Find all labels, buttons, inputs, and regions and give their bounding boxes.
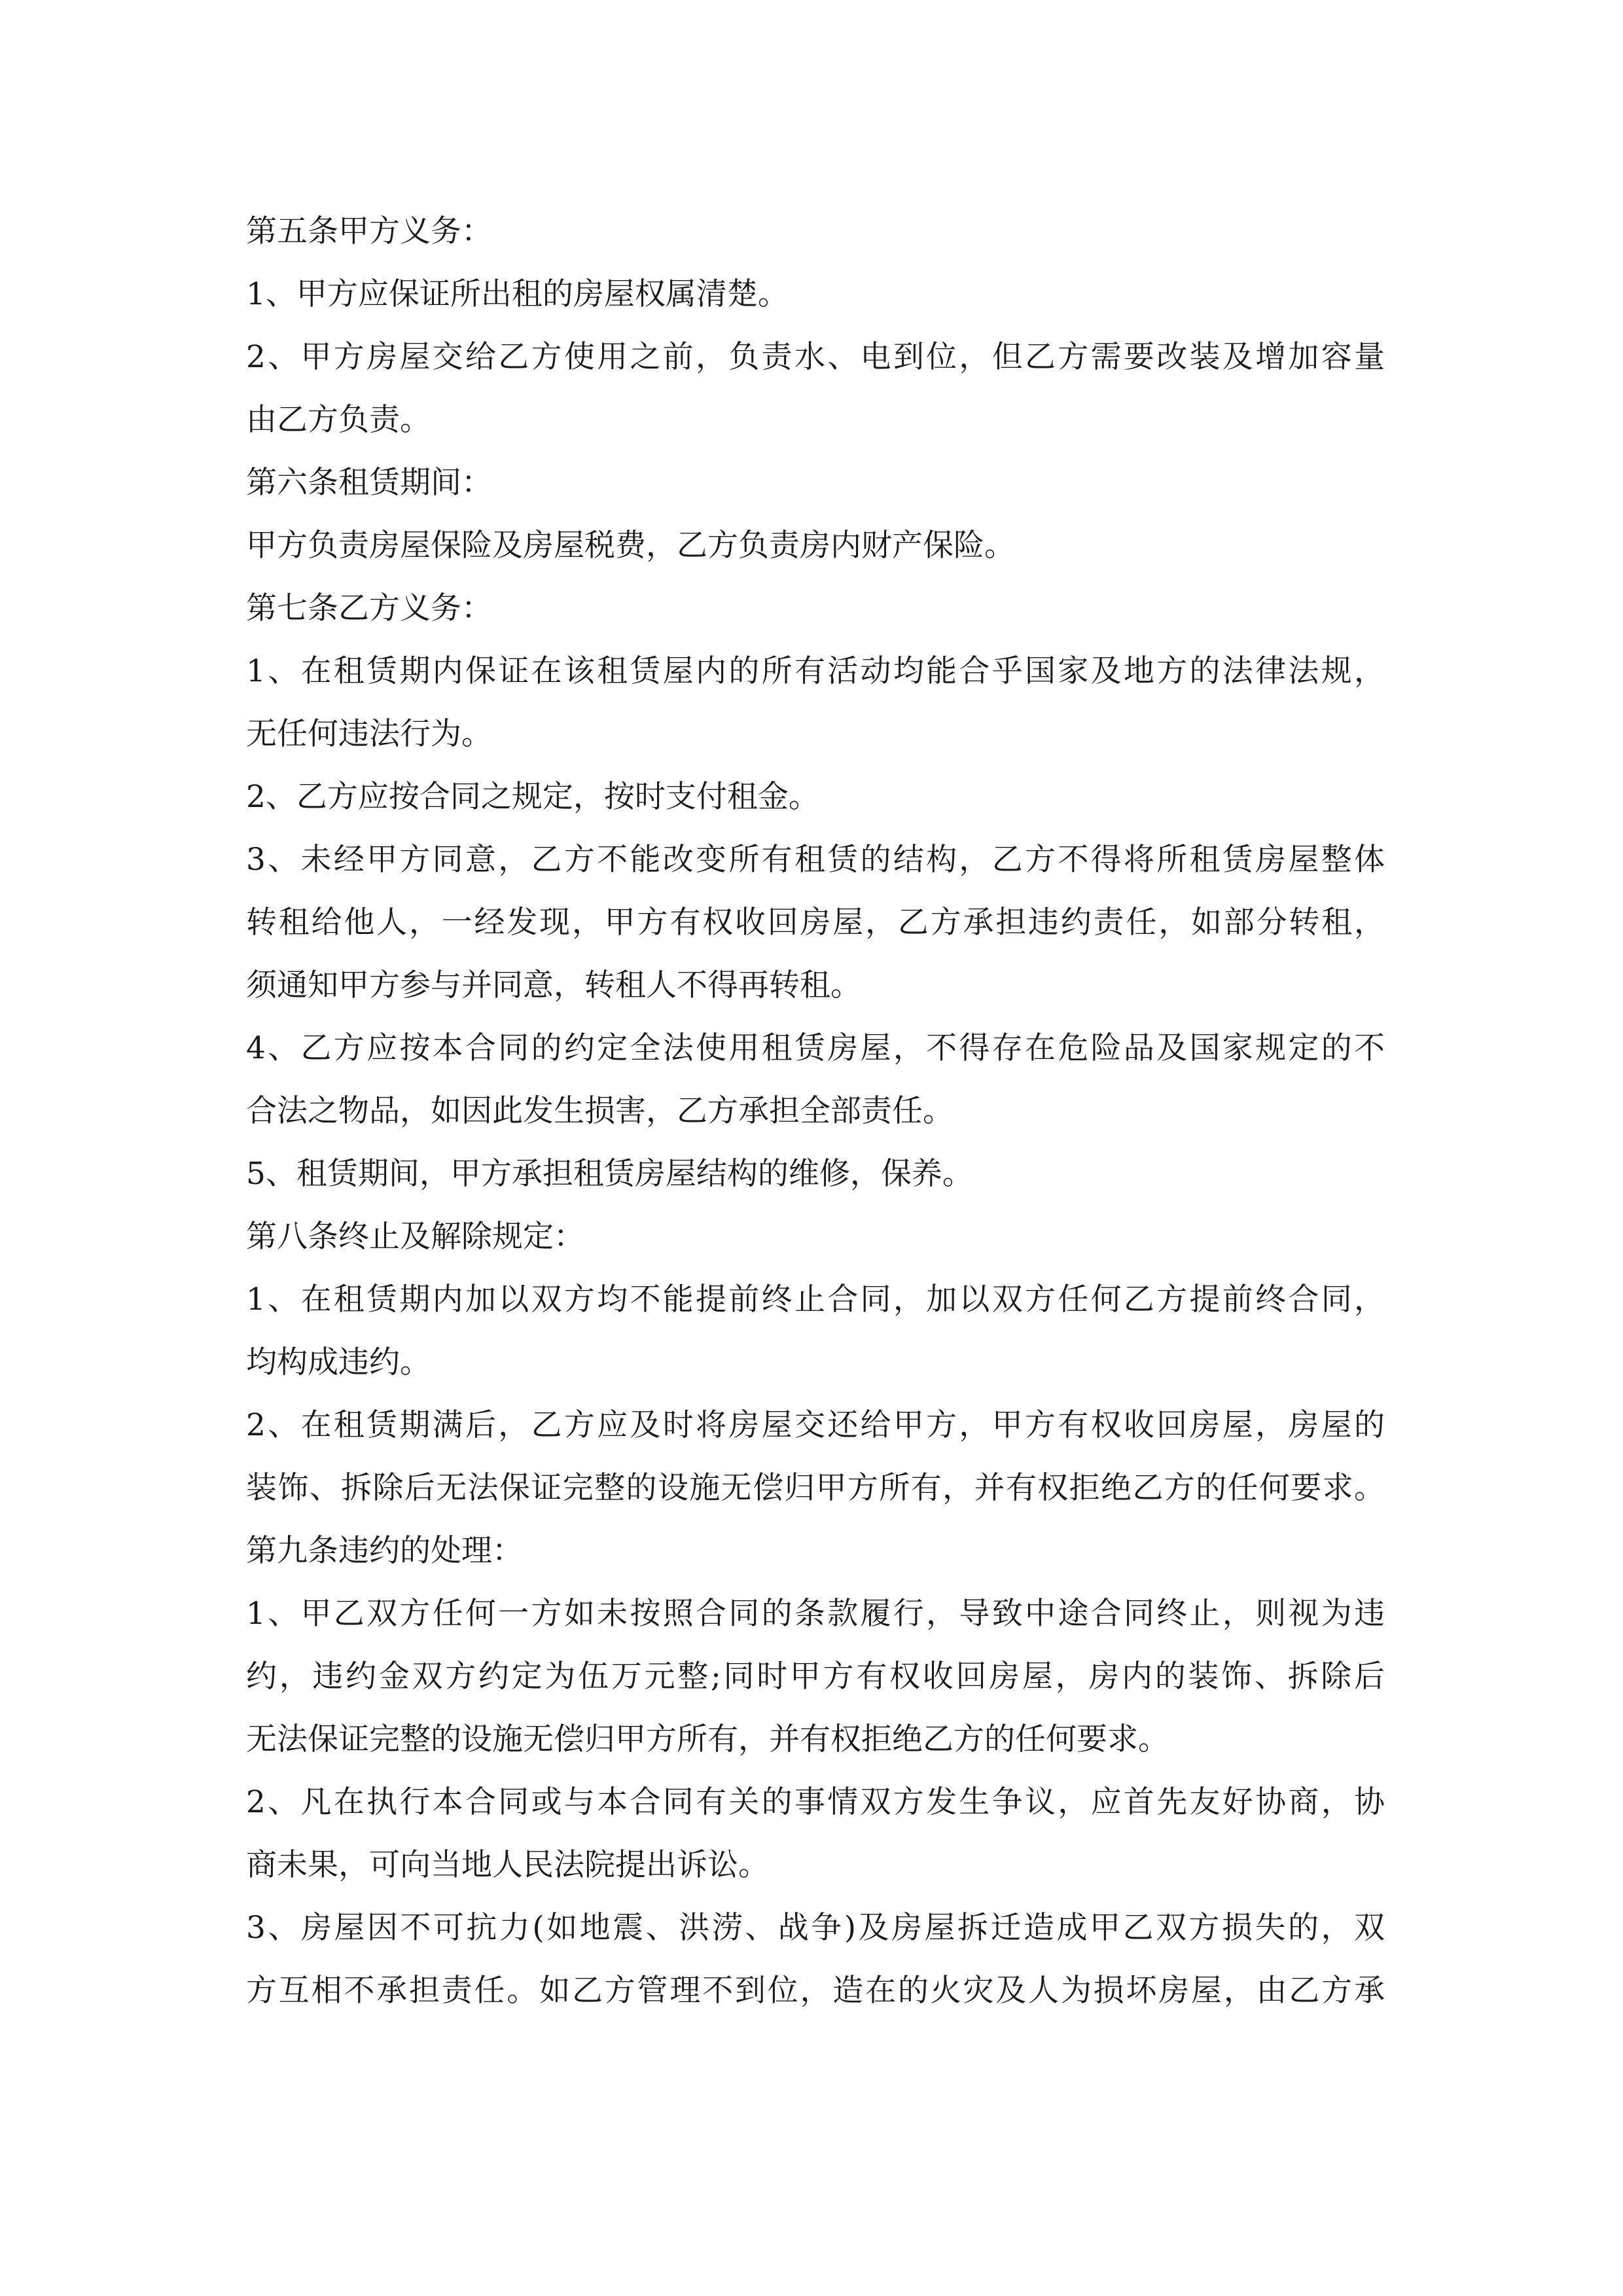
text-line: 1、在租赁期内加以双方均不能提前终止合同，加以双方任何乙方提前终合同， xyxy=(246,1282,1385,1318)
article-5-heading: 第五条甲方义务： xyxy=(246,213,492,249)
text-line: 2、在租赁期满后，乙方应及时将房屋交还给甲方，甲方有权收回房屋，房屋的 xyxy=(246,1407,1385,1443)
text-line: 合法之物品，如因此发生损害，乙方承担全部责任。 xyxy=(246,1093,954,1129)
text-line: 均构成违约。 xyxy=(246,1344,431,1380)
text-line: 装饰、拆除后无法保证完整的设施无偿归甲方所有，并有权拒绝乙方的任何要求。 xyxy=(246,1470,1385,1506)
text-line: 2、甲方房屋交给乙方使用之前，负责水、电到位，但乙方需要改装及增加容量 xyxy=(246,339,1385,375)
text-line: 方互相不承担责任。如乙方管理不到位，造在的火灾及人为损坏房屋，由乙方承 xyxy=(246,1973,1385,2009)
text-line: 2、乙方应按合同之规定，按时支付租金。 xyxy=(246,779,819,815)
text-line: 甲方负责房屋保险及房屋税费，乙方负责房内财产保险。 xyxy=(246,528,1015,564)
text-line: 约，违约金双方约定为伍万元整;同时甲方有权收回房屋，房内的装饰、拆除后 xyxy=(246,1659,1385,1695)
text-line: 1、甲方应保证所出租的房屋权属清楚。 xyxy=(246,276,789,312)
document-body xyxy=(246,200,1385,2022)
text-line: 1、在租赁期内保证在该租赁屋内的所有活动均能合乎国家及地方的法律法规， xyxy=(246,653,1385,689)
text-line: 4、乙方应按本合同的约定全法使用租赁房屋，不得存在危险品及国家规定的不 xyxy=(246,1030,1385,1066)
text-line: 3、未经甲方同意，乙方不能改变所有租赁的结构，乙方不得将所租赁房屋整体 xyxy=(246,842,1385,878)
text-line: 无任何违法行为。 xyxy=(246,716,492,752)
article-6-heading: 第六条租赁期间： xyxy=(246,465,492,501)
text-line: 5、租赁期间，甲方承担租赁房屋结构的维修，保养。 xyxy=(246,1156,973,1192)
article-8-heading: 第八条终止及解除规定： xyxy=(246,1219,584,1255)
text-line: 无法保证完整的设施无偿归甲方所有，并有权拒绝乙方的任何要求。 xyxy=(246,1721,1169,1757)
text-line: 由乙方负责。 xyxy=(246,402,431,438)
article-7-heading: 第七条乙方义务： xyxy=(246,590,492,626)
text-line: 3、房屋因不可抗力(如地震、洪涝、战争)及房屋拆迁造成甲乙双方损失的，双 xyxy=(246,1910,1385,1946)
text-line: 1、甲乙双方任何一方如未按照合同的条款履行，导致中途合同终止，则视为违 xyxy=(246,1596,1385,1632)
article-9-heading: 第九条违约的处理： xyxy=(246,1533,523,1569)
text-line: 2、凡在执行本合同或与本合同有关的事情双方发生争议，应首先友好协商，协 xyxy=(246,1784,1385,1820)
text-line: 须通知甲方参与并同意，转租人不得再转租。 xyxy=(246,967,861,1003)
text-line: 商未果，可向当地人民法院提出诉讼。 xyxy=(246,1847,769,1883)
text-line: 转租给他人，一经发现，甲方有权收回房屋，乙方承担违约责任，如部分转租， xyxy=(246,905,1385,941)
